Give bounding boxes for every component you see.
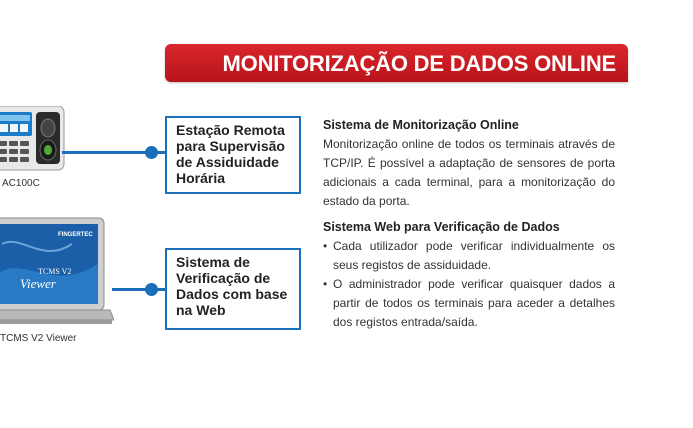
online-monitoring-body: Monitorização online de todos os terminais através de TCP/IP. É possível a adaptação de sensores de porta adicionais a cada terminal, para a monitorização do estado da porta. [323, 137, 615, 208]
laptop-image [0, 214, 114, 330]
web-verification-bullets [323, 237, 615, 332]
terminal-caption: AC100C [2, 178, 40, 189]
laptop-screen-logo-bottom: Viewer [20, 276, 56, 291]
web-verification-box [165, 248, 301, 330]
list-item: • O administrador pode verificar quaisquer dados a partir de todos os terminais para aceder a detalhes dos registos entrada/saída. [323, 275, 615, 332]
laptop-screen-logo-top: TCMS V2 [38, 267, 72, 276]
section-banner [165, 44, 628, 82]
remote-station-box [165, 116, 301, 194]
remote-station-label: Estação Remota para Supervisão de Assiduidade Horária [176, 122, 285, 186]
web-verification-title: Sistema Web para Verificação de Dados [323, 220, 560, 234]
web-verification-label: Sistema de Verificação de Dados com base na Web [176, 254, 288, 318]
online-monitoring-title: Sistema de Monitorização Online [323, 118, 519, 132]
terminal-device-image [0, 106, 66, 172]
laptop-caption: TCMS V2 Viewer [0, 333, 77, 344]
laptop-screen-brand: FINGERTEC [58, 232, 93, 238]
web-verification-section [323, 218, 615, 332]
online-monitoring-section [323, 116, 615, 211]
list-item: • Cada utilizador pode verificar individualmente os seus registos de assiduidade. [323, 237, 615, 275]
connector-dot-terminal [145, 146, 158, 159]
connector-dot-laptop [145, 283, 158, 296]
page-title: MONITORIZAÇÃO DE DADOS ONLINE [222, 51, 616, 76]
